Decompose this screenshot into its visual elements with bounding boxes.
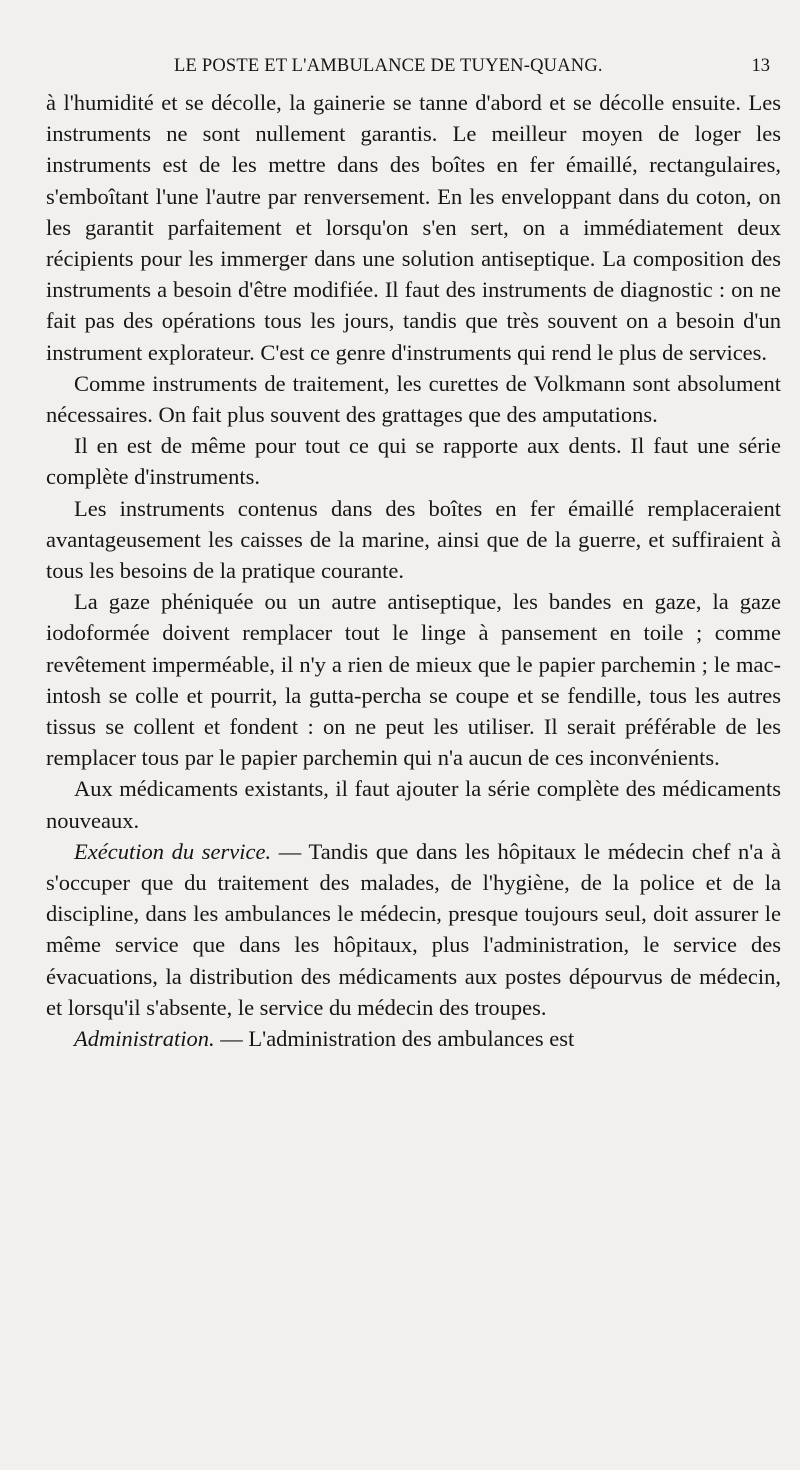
paragraph-dressings: La gaze phéniquée ou un autre antiseptique, les bandes en gaze, la gaze iodoformée doivent remplacer tout le linge à pansement en toile ; comme revêtement imperméable, il n'y a rien de mieux que le papier parchemin ; le mac-intosh se colle et pourrit, la gutta-percha se coupe et se fendille, tous les autres tissus se collent et fondent : on ne peut les utiliser. Il serait préférable de les remplacer tous par le papier parchemin qui n'a aucun de ces inconvénients. bbox=[46, 589, 781, 771]
running-title: LE POSTE ET L'AMBULANCE DE TUYEN-QUANG. bbox=[174, 56, 603, 76]
section-heading-administration: Administration. bbox=[74, 1026, 215, 1052]
section-heading-execution: Exécution du service. bbox=[74, 838, 272, 864]
paragraph-instruments-storage: à l'humidité et se décolle, la gainerie se tanne d'abord et se décolle ensuite. Les instruments ne sont nullement garantis. Le meilleur moyen de loger les instruments est de les mettre dans des boîtes en fer émaillé, rectangulaires, s'emboîtant l'une l'autre par renversement. En les enveloppant dans du coton, on les garantit parfaitement et lorsqu'on s'en sert, on a immédiatement deux récipients pour les immerger dans une solution antiseptique. La composition des instruments a besoin d'être modifiée. Il faut des instruments de diagnostic : on ne fait pas des opérations tous les jours, tandis que très souvent on a besoin d'un instrument explorateur. C'est ce genre d'instruments qui rend le plus de services. bbox=[46, 90, 781, 365]
page-header bbox=[0, 46, 800, 86]
paragraph-service-execution bbox=[46, 836, 781, 1023]
page-body bbox=[46, 87, 781, 1054]
paragraph-enameled-boxes: Les instruments contenus dans des boîtes en fer émaillé remplaceraient avantageusement les caisses de la marine, ainsi que de la guerre, et suffiraient à tous les besoins de la pratique courante. bbox=[46, 495, 781, 584]
execution-text: — Tandis que dans les hôpitaux le médecin chef n'a à s'occuper que du traitement des malades, de l'hygiène, de la police et de la discipline, dans les ambulances le médecin, presque toujours seul, doit assurer le même service que dans les hôpitaux, plus l'administration, le service des évacuations, la distribution des médicaments aux postes dépourvus de médecin, et lorsqu'il s'absente, le service du médecin des troupes. bbox=[46, 838, 781, 1020]
paragraph-treatment-instruments: Comme instruments de traitement, les curettes de Volkmann sont absolument nécessaires. On fait plus souvent des grattages que des amputations. bbox=[46, 370, 781, 428]
paragraph-medications: Aux médicaments existants, il faut ajouter la série complète des médicaments nouveaux. bbox=[46, 776, 781, 833]
paragraph-administration bbox=[46, 1023, 781, 1054]
paragraph-dental-instruments: Il en est de même pour tout ce qui se rapporte aux dents. Il faut une série complète d'instruments. bbox=[46, 433, 781, 490]
page-number: 13 bbox=[751, 56, 770, 76]
administration-text: — L'administration des ambulances est bbox=[214, 1026, 575, 1052]
